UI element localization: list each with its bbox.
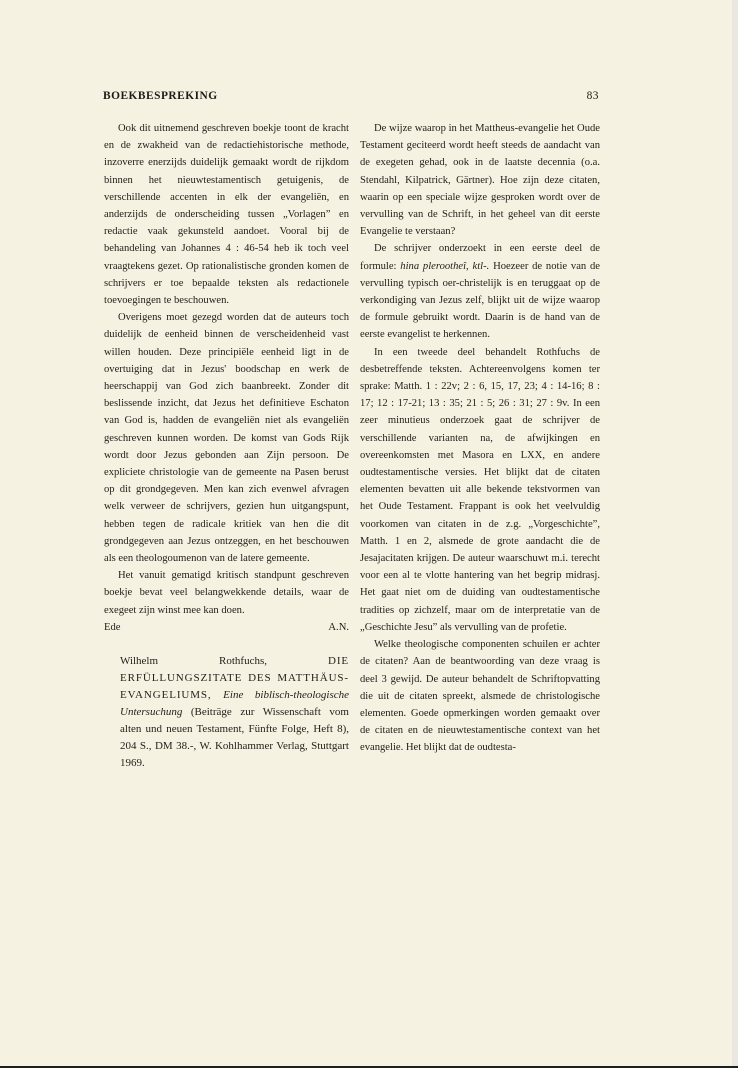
paragraph-text: Hoezeer de notie van de vervulling typisch oer-christelijk is en teruggaat op de verkondiging van Jezus zelf, blijkt uit de wijze waarop de formule gebruikt wordt. Daarin is de hand van de eerste evangelist te herkennen. xyxy=(360,260,600,341)
signature-place: Ede xyxy=(104,621,121,633)
page-number: 83 xyxy=(586,90,599,102)
formula-text: hina plerootheî, ktl-. xyxy=(400,260,490,272)
citation-subtitle: Eine biblisch-theologische Untersuchung xyxy=(120,689,350,719)
signature-initials: A.N. xyxy=(328,621,349,633)
paragraph: De wijze waarop in het Mattheus-evangelie het Oude Testament geciteerd wordt heeft steeds de aandacht van de exegeten gehad, ook in de laatste decennia (o.a. Stendahl, Kilpatrick, Gärtner). Hoe zijn deze citaten, waarin op een speciale wijze gesproken wordt over de vervulling van de Schrift, in het geheel van dit eerste Evangelie te verstaan? xyxy=(360,123,600,238)
paragraph: Ook dit uitnemend geschreven boekje toont de kracht en de zwakheid van de redactiehistorische methode, inzoverre enerzijds duidelijk gemaakt wordt de rijkdom binnen het nieuwtestamentisch getuigenis, de verschillende accenten in elk der evangeliën, en anderzijds de onderscheiding tussen „Vorlagen” en redactie vaak gekunsteld aandoet. Vooral bij de behandeling van Johannes 4 : 46-54 heb ik toch veel vraagtekens gezet. Op rationalistische gronden komen de schrijvers er toe bepaalde teksten als redactionele toevoegingen te beschouwen. xyxy=(104,123,349,307)
section-title: BOEKBESPREKING xyxy=(103,90,218,102)
left-column xyxy=(104,120,349,772)
citation-title: DIE ERFÜLLUNGSZITATE DES MATTHÄUS-EVANGELIUMS, xyxy=(120,655,349,702)
paragraph-text: De schrijver onderzoekt in een eerste deel de formule: xyxy=(360,243,600,272)
paragraph: Het vanuit gematigd kritisch standpunt geschreven boekje bevat veel belangwekkende details, waar de exegeet zijn winst mee kan doen. xyxy=(104,570,349,616)
paragraph-formula xyxy=(360,240,600,343)
paragraph: Welke theologische componenten schuilen er achter de citaten? Aan de beantwoording van deze vraag is deel 3 gewijd. De auteur behandelt de Schriftopvatting die uit de citaten spreekt, alsmede de christologische elementen. Goede opmerkingen worden gemaakt over de citaten en de nieuwtestamentische context van het evangelie. Het blijkt dat de oudtesta- xyxy=(360,639,600,754)
paragraph: In een tweede deel behandelt Rothfuchs de desbetreffende teksten. Achtereenvolgens komen ter sprake: Matth. 1 : 22v; 2 : 6, 15, 17, 23; 4 : 14-16; 8 : 17; 12 : 17-21; 13 : 35; 21 : 5; 26 : 31; 27 : 9v. In een zeer minutieus onderzoek gaat de schrijver de verschillende varianten na, de afwijkingen en overeenkomsten met Masora en LXX, en andere oudtestamentische versies. Het blijkt dat de citaten elementen bevatten uit alle bekende tekstvormen van het Oude Testament. Frappant is ook het veelvuldig voorkomen van citaten in de z.g. „Vorgeschichte”, Matth. 1 en 2, alsmede de grote aandacht die de Jesajacitaten krijgen. De auteur waarschuwt m.i. terecht voor een al te vlotte hantering van het begrip midrasj. Het gaat niet om de duiding van oudtestamentische tradities op zichzelf, maar om de interpretatie van de „Geschichte Jesu” als vervulling van de profetie. xyxy=(360,346,600,633)
book-citation xyxy=(120,653,349,772)
citation-details: (Beiträge zur Wissenschaft vom alten und neuen Testament, Fünfte Folge, Heft 8), 204 S., DM 38.-, W. Kohlhammer Verlag, Stuttgart 1969. xyxy=(120,706,349,770)
paragraph: Overigens moet gezegd worden dat de auteurs toch duidelijk de eenheid binnen de verscheidenheid vast willen houden. Deze principiële eenheid ligt in de overtuiging dat in Jezus' boodschap en werk de heerschappij van God zich baanbreekt. Zonder dit beslissende inzicht, dat Jezus het definitieve Eschaton van God is, hadden de evangeliën niet als evangeliën geschreven kunnen worden. De komst van Gods Rijk wordt door Jezus gebonden aan Zijn persoon. De expliciete christologie van de gemeente na Pasen berust op dit grondgegeven. Men kan zich evenwel afvragen welk verweer de schrijvers, gezien hun uitgangspunt, hebben tegen de radicale kritiek van hen die dit grondgegeven aan Jezus ontzeggen, en het beschouwen als een theologoumenon van de latere gemeente. xyxy=(104,312,349,565)
right-column xyxy=(360,120,600,757)
review-signature xyxy=(104,619,349,636)
citation-author: Wilhelm Rothfuchs, xyxy=(120,655,267,668)
page-edge-right xyxy=(732,0,738,1068)
